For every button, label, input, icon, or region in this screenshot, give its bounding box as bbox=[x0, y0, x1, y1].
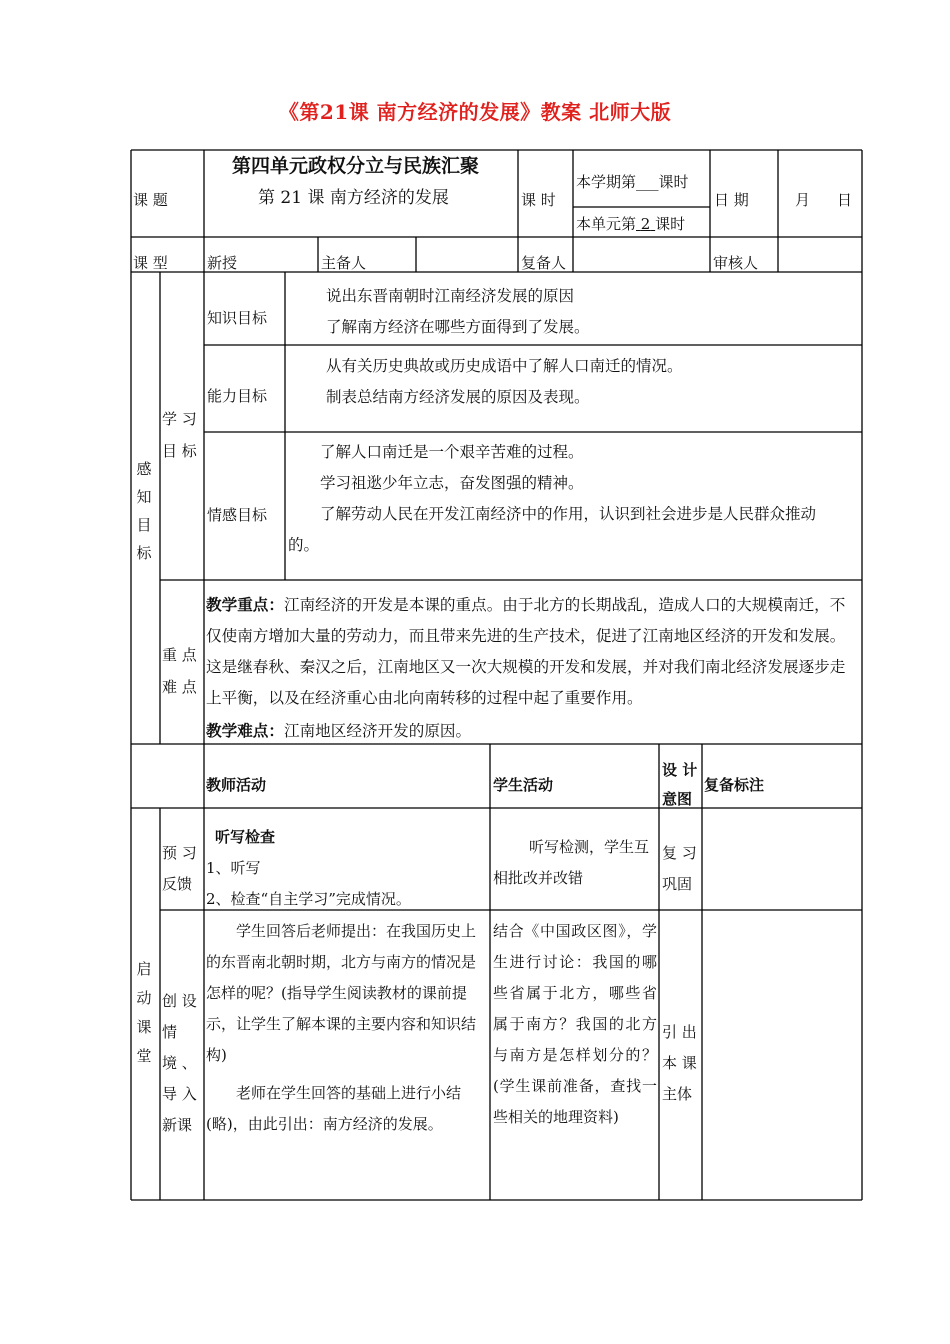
type-value: 新授 bbox=[207, 254, 238, 272]
intro-design: 引 出 本 课 主体 bbox=[662, 1023, 697, 1103]
goals-group-label: 感 知 目 标 bbox=[136, 460, 152, 562]
review-student: 听写检测，学生互相批改并改错 bbox=[493, 838, 650, 887]
teacher-activity-header: 教师活动 bbox=[206, 776, 267, 794]
review-teacher-1: 1、听写 bbox=[206, 859, 261, 877]
design-intent-header: 设 计意图 bbox=[662, 761, 698, 808]
key-points: 教学重点：江南经济的开发是本课的重点。由于北方的长期战乱，造成人口的大规模南迁，不仅使南方增加大量的劳动力，而且带来先进的生产技术，促进了江南地区经济的开发和发展。这是继春秋、秦汉之后，江南地区又一次大规模的开发和发展，并对我们南北经济发展逐步走上平衡，以及在经济重心由北向南转移的过程中起了重要作用。 bbox=[206, 595, 846, 707]
lesson-title: 第 21 课 南方经济的发展 bbox=[258, 188, 449, 208]
knowledge-goals: 说出东晋南朝时江南经济发展的原因 了解南方经济在哪些方面得到了发展。 bbox=[326, 287, 590, 336]
date-label: 日 期 bbox=[714, 191, 749, 209]
learn-label-2: 目 标 bbox=[162, 442, 197, 460]
review-label-1: 预 习 bbox=[162, 844, 197, 862]
unit-title: 第四单元政权分立与民族汇聚 bbox=[232, 155, 480, 177]
difficulty: 教学难点：江南地区经济开发的原因。 bbox=[206, 721, 472, 740]
main-prep-label: 主备人 bbox=[321, 254, 367, 272]
review-teacher-head: 听写检查 bbox=[215, 828, 276, 846]
start-group-label: 启 动 课 堂 bbox=[136, 960, 152, 1065]
intro-teacher: 学生回答后老师提出：在我国历史上的东晋南北朝时期，北方与南方的情况是怎样的呢？(指导学生阅读教材的课前提示，让学生了解本课的主要内容和知识结构) bbox=[206, 922, 477, 1064]
review-design-2: 巩固 bbox=[662, 875, 693, 893]
intro-teacher-2: 老师在学生回答的基础上进行小结(略)，由此引出：南方经济的发展。 bbox=[206, 1084, 462, 1133]
intro-label: 创 设 情 境 、 导 入 新课 bbox=[162, 992, 197, 1134]
type-label: 课 型 bbox=[133, 254, 168, 272]
key-label-1: 重 点 bbox=[162, 646, 197, 664]
month-label: 月 bbox=[795, 191, 811, 209]
review-label-2: 反馈 bbox=[162, 875, 193, 893]
review-design-1: 复 习 bbox=[662, 844, 697, 862]
ability-goals: 从有关历史典故或历史成语中了解人口南迁的情况。 制表总结南方经济发展的原因及表现。 bbox=[326, 357, 683, 406]
review-teacher-2: 2、检查“自主学习”完成情况。 bbox=[206, 890, 411, 908]
re-prep-label: 复备人 bbox=[521, 254, 567, 272]
ability-label: 能力目标 bbox=[207, 387, 268, 405]
semester-hours: 本学期第___课时 bbox=[576, 173, 689, 191]
reviewer-label: 审核人 bbox=[713, 254, 759, 272]
knowledge-label: 知识目标 bbox=[207, 309, 268, 327]
day-label: 日 bbox=[837, 191, 853, 209]
document-title: 《第21课 南方经济的发展》教案 北师大版 bbox=[278, 100, 672, 124]
unit-hours: 本单元第 2 课时 bbox=[576, 215, 686, 233]
emotion-goals: 了解人口南迁是一个艰辛苦难的过程。 学习祖逖少年立志，奋发图强的精神。 了解劳动人民在开发江南经济中的作用，认识到社会进步是人民群众推动 的。 bbox=[288, 443, 817, 554]
intro-student: 结合《中国政区图》，学生进行讨论：我国的哪些省属于北方，哪些省属于南方？我国的北方与南方是怎样划分的？(学生课前准备，查找一些相关的地理资料) bbox=[493, 922, 657, 1126]
learn-label-1: 学 习 bbox=[162, 410, 197, 428]
key-label-2: 难 点 bbox=[162, 678, 197, 696]
notes-header: 复备标注 bbox=[704, 776, 765, 794]
course-label: 课 题 bbox=[133, 191, 168, 209]
hours-label: 课 时 bbox=[521, 191, 556, 209]
student-activity-header: 学生活动 bbox=[493, 776, 554, 794]
emotion-label: 情感目标 bbox=[207, 506, 268, 524]
